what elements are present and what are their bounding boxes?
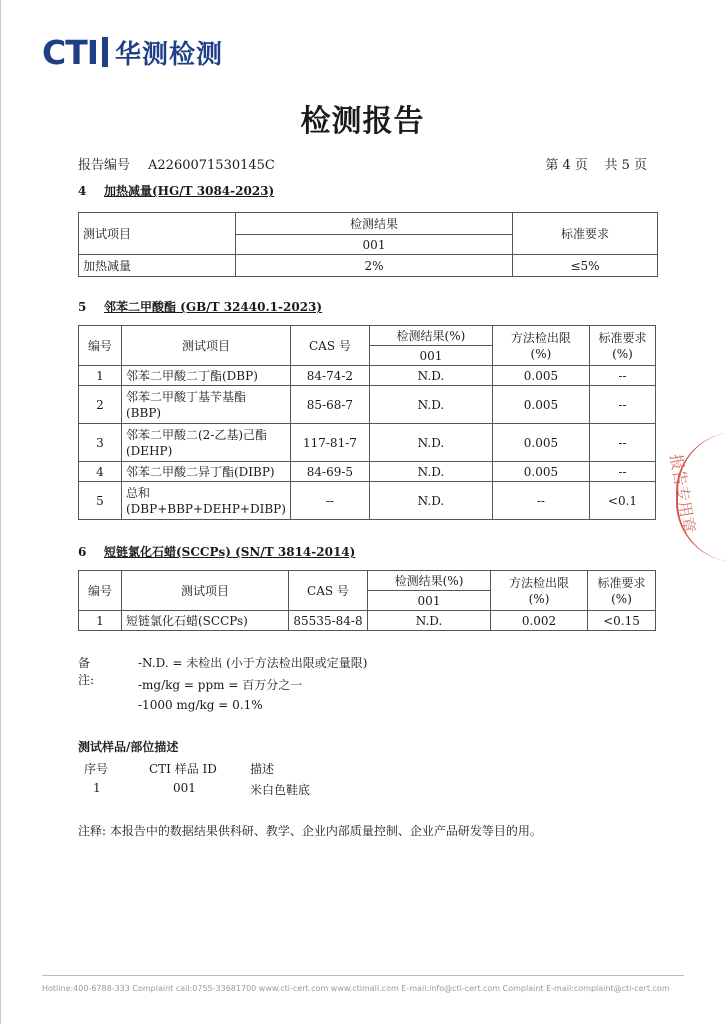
page-edge — [0, 0, 1, 1024]
item-line-1: 邻苯二甲酸二(2-乙基)己酯 — [126, 427, 268, 442]
cell-cas: 85-68-7 — [290, 386, 369, 424]
cell-mdl: 0.005 — [492, 366, 589, 386]
report-number-value: A2260071530145C — [148, 158, 275, 173]
section-5-heading — [78, 298, 322, 315]
cell-test-item: 邻苯二甲酸二丁酯(DBP) — [122, 366, 291, 386]
header-mdl-label: 方法检出限 — [510, 330, 571, 345]
sccps-table — [78, 570, 656, 631]
report-number-label: 报告编号 — [78, 158, 131, 173]
cell-no: 3 — [79, 424, 122, 462]
table-row — [79, 611, 656, 631]
logo-brand: CTI — [42, 32, 99, 72]
cell-mdl: -- — [492, 482, 589, 520]
header-requirement: 标准要求 — [513, 213, 658, 255]
section-title: 短链氯化石蜡(SCCPs) (SN/T 3814-2014) — [104, 545, 356, 559]
report-title: 检测报告 — [300, 104, 425, 139]
cell-mdl: 0.005 — [492, 462, 589, 482]
header-no: 编号 — [79, 326, 122, 366]
cell-result: N.D. — [369, 386, 492, 424]
header-sample-id: 001 — [369, 346, 492, 366]
cell-cas: 84-74-2 — [290, 366, 369, 386]
header-mdl-unit: (%) — [530, 346, 552, 361]
header-mdl-label: 方法检出限 — [508, 575, 569, 590]
seal-stamp-text: 报告专用章 — [666, 452, 699, 535]
section-title: 加热减量(HG/T 3084-2023) — [104, 184, 275, 198]
section-number: 4 — [78, 184, 87, 198]
cell-mdl: 0.002 — [491, 611, 588, 631]
note-line: -1000 mg/kg = 0.1% — [138, 698, 263, 712]
header-requirement — [589, 326, 655, 366]
sample-header-id: CTI 样品 ID — [149, 762, 217, 776]
table-row — [79, 462, 656, 482]
cell-no: 4 — [79, 462, 122, 482]
cell-cas: 84-69-5 — [290, 462, 369, 482]
cell-test-item: 邻苯二甲酸二异丁酯(DIBP) — [122, 462, 291, 482]
cell-result: 2% — [236, 255, 513, 277]
cell-mdl: 0.005 — [492, 386, 589, 424]
table-row — [79, 386, 656, 424]
cell-no: 1 — [79, 366, 122, 386]
item-line-1: 总和 — [126, 485, 151, 500]
section-number: 6 — [78, 545, 87, 559]
disclaimer: 注释: 本报告中的数据结果供科研、教学、企业内部质量控制、企业产品研发等目的用。 — [78, 824, 542, 838]
cell-cas: 117-81-7 — [290, 424, 369, 462]
logo-name-cn: 华测检测 — [115, 39, 224, 70]
item-line-1: 邻苯二甲酸丁基苄基酯 — [126, 389, 247, 404]
logo-bar — [102, 37, 108, 67]
cell-requirement: -- — [589, 462, 655, 482]
item-line-2: (BBP) — [126, 405, 162, 420]
cell-result: N.D. — [369, 424, 492, 462]
cell-result: N.D. — [368, 611, 491, 631]
section-4-heading — [78, 182, 274, 199]
header-result: 检测结果(%) — [368, 571, 491, 591]
cell-requirement: <0.1 — [589, 482, 655, 520]
notes-label: 备注: — [78, 656, 95, 687]
heating-loss-table — [78, 212, 658, 277]
cti-logo — [42, 34, 223, 70]
header-req-label: 标准要求 — [597, 575, 646, 590]
cell-test-item — [122, 386, 291, 424]
sample-cell-seq: 1 — [93, 781, 101, 795]
cell-no: 1 — [79, 611, 122, 631]
header-req-unit: (%) — [612, 346, 633, 361]
header-requirement — [588, 571, 656, 611]
section-number: 5 — [78, 300, 87, 314]
cell-no: 5 — [79, 482, 122, 520]
cell-test-item: 加热减量 — [79, 255, 236, 277]
cell-result: N.D. — [369, 462, 492, 482]
cell-requirement: -- — [589, 366, 655, 386]
header-mdl — [492, 326, 589, 366]
cell-requirement: -- — [589, 386, 655, 424]
header-test-item: 测试项目 — [122, 571, 289, 611]
page-indicator: 第 4 页 共 5 页 — [545, 158, 647, 173]
header-cas: CAS 号 — [289, 571, 368, 611]
cell-no: 2 — [79, 386, 122, 424]
cell-test-item: 短链氯化石蜡(SCCPs) — [122, 611, 289, 631]
cell-test-item — [122, 482, 291, 520]
sample-cell-id: 001 — [173, 781, 196, 795]
note-line: -mg/kg = ppm = 百万分之一 — [138, 678, 303, 692]
cell-cas: 85535-84-8 — [289, 611, 368, 631]
table-row — [79, 424, 656, 462]
note-line: -N.D. = 未检出 (小于方法检出限或定量限) — [138, 656, 368, 670]
header-mdl-unit: (%) — [528, 591, 550, 606]
header-mdl — [491, 571, 588, 611]
cell-mdl: 0.005 — [492, 424, 589, 462]
header-sample-id: 001 — [236, 235, 513, 255]
cell-result: N.D. — [369, 482, 492, 520]
sample-cell-desc: 米白色鞋底 — [250, 783, 311, 797]
cell-requirement: -- — [589, 424, 655, 462]
sample-section-title: 测试样品/部位描述 — [78, 740, 179, 754]
header-cas: CAS 号 — [290, 326, 369, 366]
header-sample-id: 001 — [368, 591, 491, 611]
header-test-item: 测试项目 — [79, 213, 236, 255]
item-line-2: (DBP+BBP+DEHP+DIBP) — [126, 501, 286, 516]
footer-divider — [42, 975, 684, 976]
table-row — [79, 482, 656, 520]
table-row — [79, 366, 656, 386]
report-number — [78, 154, 275, 173]
phthalates-table — [78, 325, 656, 520]
sample-header-desc: 描述 — [250, 762, 275, 776]
header-no: 编号 — [79, 571, 122, 611]
cell-test-item — [122, 424, 291, 462]
header-req-unit: (%) — [611, 591, 632, 606]
header-test-item: 测试项目 — [122, 326, 291, 366]
sample-header-seq: 序号 — [84, 762, 109, 776]
cell-requirement: ≤5% — [513, 255, 658, 277]
cell-requirement: <0.15 — [588, 611, 656, 631]
section-title: 邻苯二甲酸酯 (GB/T 32440.1-2023) — [104, 300, 323, 314]
section-6-heading — [78, 543, 355, 560]
item-line-2: (DEHP) — [126, 443, 173, 458]
header-req-label: 标准要求 — [598, 330, 647, 345]
header-result: 检测结果(%) — [369, 326, 492, 346]
cell-result: N.D. — [369, 366, 492, 386]
footer-contact: Hotline:400-6788-333 Complaint call:0755-33681700 www.cti-cert.com www.ctimall.com E-mail:info@cti-cert.com Complaint E-mail:complaint@cti-cert.com — [42, 984, 670, 993]
cell-cas: -- — [290, 482, 369, 520]
header-result: 检测结果 — [236, 213, 513, 235]
